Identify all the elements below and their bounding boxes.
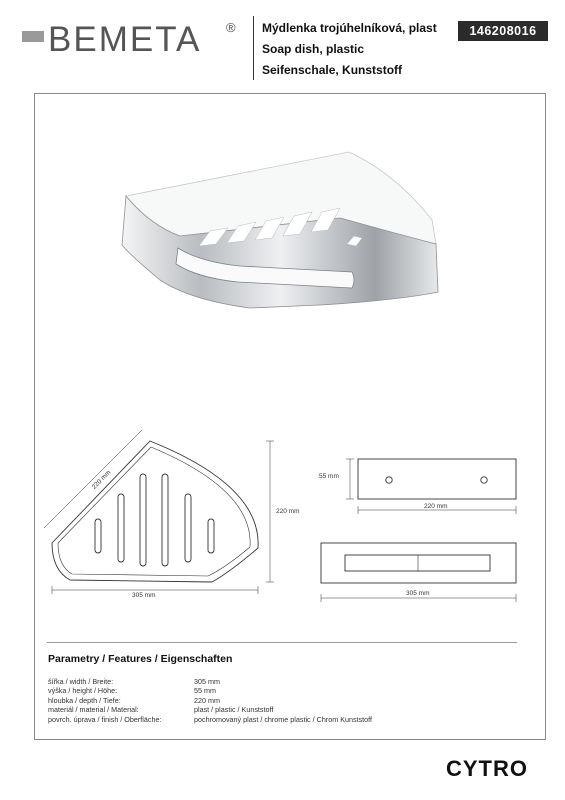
product-photo (122, 152, 438, 308)
side-view-width: 220 mm (424, 503, 448, 510)
param-value: pochromovaný plast / chrome plastic / Chrom Kunststoff (194, 714, 373, 724)
features-divider (47, 642, 517, 643)
registered-mark: ® (226, 20, 236, 35)
param-value: plast / plastic / Kunststoff (194, 705, 274, 715)
param-row (48, 696, 372, 705)
param-label: výška / height / Höhe: (48, 686, 118, 696)
product-line-name: CYTRO (446, 756, 528, 781)
param-row (48, 686, 372, 695)
param-value: 55 mm (194, 686, 216, 696)
title-german: Seifenschale, Kunststoff (262, 63, 403, 77)
features-title: Parametry / Features / Eigenschaften (48, 653, 233, 665)
param-value: 305 mm (194, 677, 220, 686)
front-view-width: 305 mm (406, 590, 430, 597)
logo-text: BEMETA (48, 20, 202, 59)
side-view-height: 55 mm (319, 473, 339, 480)
param-label: hloubka / depth / Tiefe: (48, 695, 121, 705)
product-code-badge: 146208016 (458, 21, 548, 41)
param-label: materiál / material / Material: (48, 705, 139, 715)
title-english: Soap dish, plastic (262, 42, 365, 56)
param-row (48, 677, 372, 686)
top-view-diagonal: 220 mm (90, 469, 113, 491)
top-view-height: 220 mm (276, 508, 300, 515)
param-row (48, 715, 372, 724)
param-label: povrch. úprava / finish / Oberfläche: (48, 714, 162, 724)
param-label: šířka / width / Breite: (48, 677, 114, 686)
top-view-width: 305 mm (132, 592, 156, 599)
param-value: 220 mm (194, 695, 220, 705)
title-czech: Mýdlenka trojúhelníková, plast (262, 21, 437, 35)
parameters-table (48, 677, 372, 724)
param-row (48, 705, 372, 714)
top-view-drawing (44, 430, 274, 594)
